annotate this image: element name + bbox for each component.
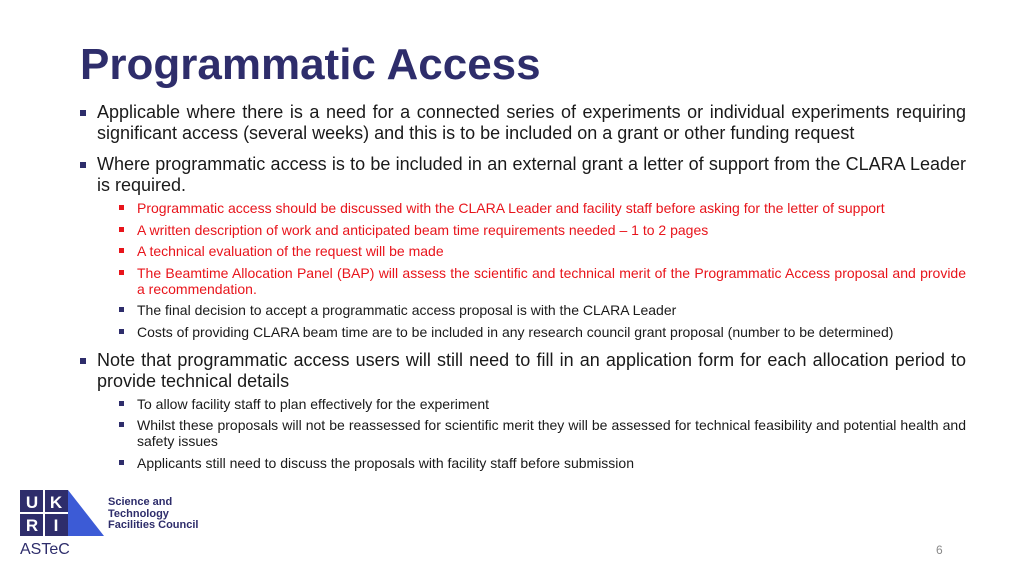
council-name-line: Technology bbox=[108, 507, 169, 520]
logo-letter-k: K bbox=[49, 493, 63, 512]
council-name-line: Facilities Council bbox=[108, 519, 199, 531]
bullet-text: Note that programmatic access users will still need to fill in an application form for each allocation period to provide technical details bbox=[97, 349, 966, 391]
sub-bullet-item: A written description of work and anticipated beam time requirements needed – 1 to 2 pages bbox=[119, 222, 966, 238]
sub-bullet-item: To allow facility staff to plan effectively for the experiment bbox=[119, 396, 966, 412]
bullet-item bbox=[80, 154, 966, 340]
sub-bullet-item: Whilst these proposals will not be reassessed for scientific merit they will be assessed for technical feasibility and potential health and safety issues bbox=[119, 417, 966, 449]
council-name-line: Science and bbox=[108, 496, 173, 508]
page-title: Programmatic Access bbox=[80, 40, 541, 89]
sub-bullet-list bbox=[119, 200, 966, 340]
bullet-list bbox=[80, 102, 966, 471]
sub-bullet-item: Programmatic access should be discussed with the CLARA Leader and facility staff before asking for the letter of support bbox=[119, 200, 966, 216]
logo-letter-i: I bbox=[53, 516, 59, 535]
bullet-text: Applicable where there is a need for a connected series of experiments or individual experiments requiring significant access (several weeks) and this is to be included on a grant or other funding request bbox=[97, 102, 966, 143]
footer-label: ASTeC bbox=[20, 541, 70, 558]
sub-bullet-item: The final decision to accept a programmatic access proposal is with the CLARA Leader bbox=[119, 302, 966, 318]
sub-bullet-item: Costs of providing CLARA beam time are to be included in any research council grant proposal (number to be determined) bbox=[119, 324, 966, 340]
sub-bullet-item: A technical evaluation of the request will be made bbox=[119, 243, 966, 259]
bullet-text: Where programmatic access is to be included in an external grant a letter of support from the CLARA Leader is required. bbox=[97, 154, 966, 195]
ukri-logo bbox=[20, 490, 104, 536]
page-number: 6 bbox=[936, 543, 943, 557]
bullet-item bbox=[80, 102, 966, 144]
slide-body bbox=[80, 102, 966, 481]
council-name bbox=[108, 497, 198, 532]
logo-letter-u: U bbox=[25, 493, 39, 512]
logo-letter-r: R bbox=[25, 516, 39, 535]
bullet-item bbox=[80, 350, 966, 471]
sub-bullet-item: Applicants still need to discuss the proposals with facility staff before submission bbox=[119, 455, 966, 471]
sub-bullet-item: The Beamtime Allocation Panel (BAP) will assess the scientific and technical merit of the Programmatic Access proposal and provide a recommendation. bbox=[119, 265, 966, 297]
sub-bullet-list bbox=[119, 396, 966, 471]
